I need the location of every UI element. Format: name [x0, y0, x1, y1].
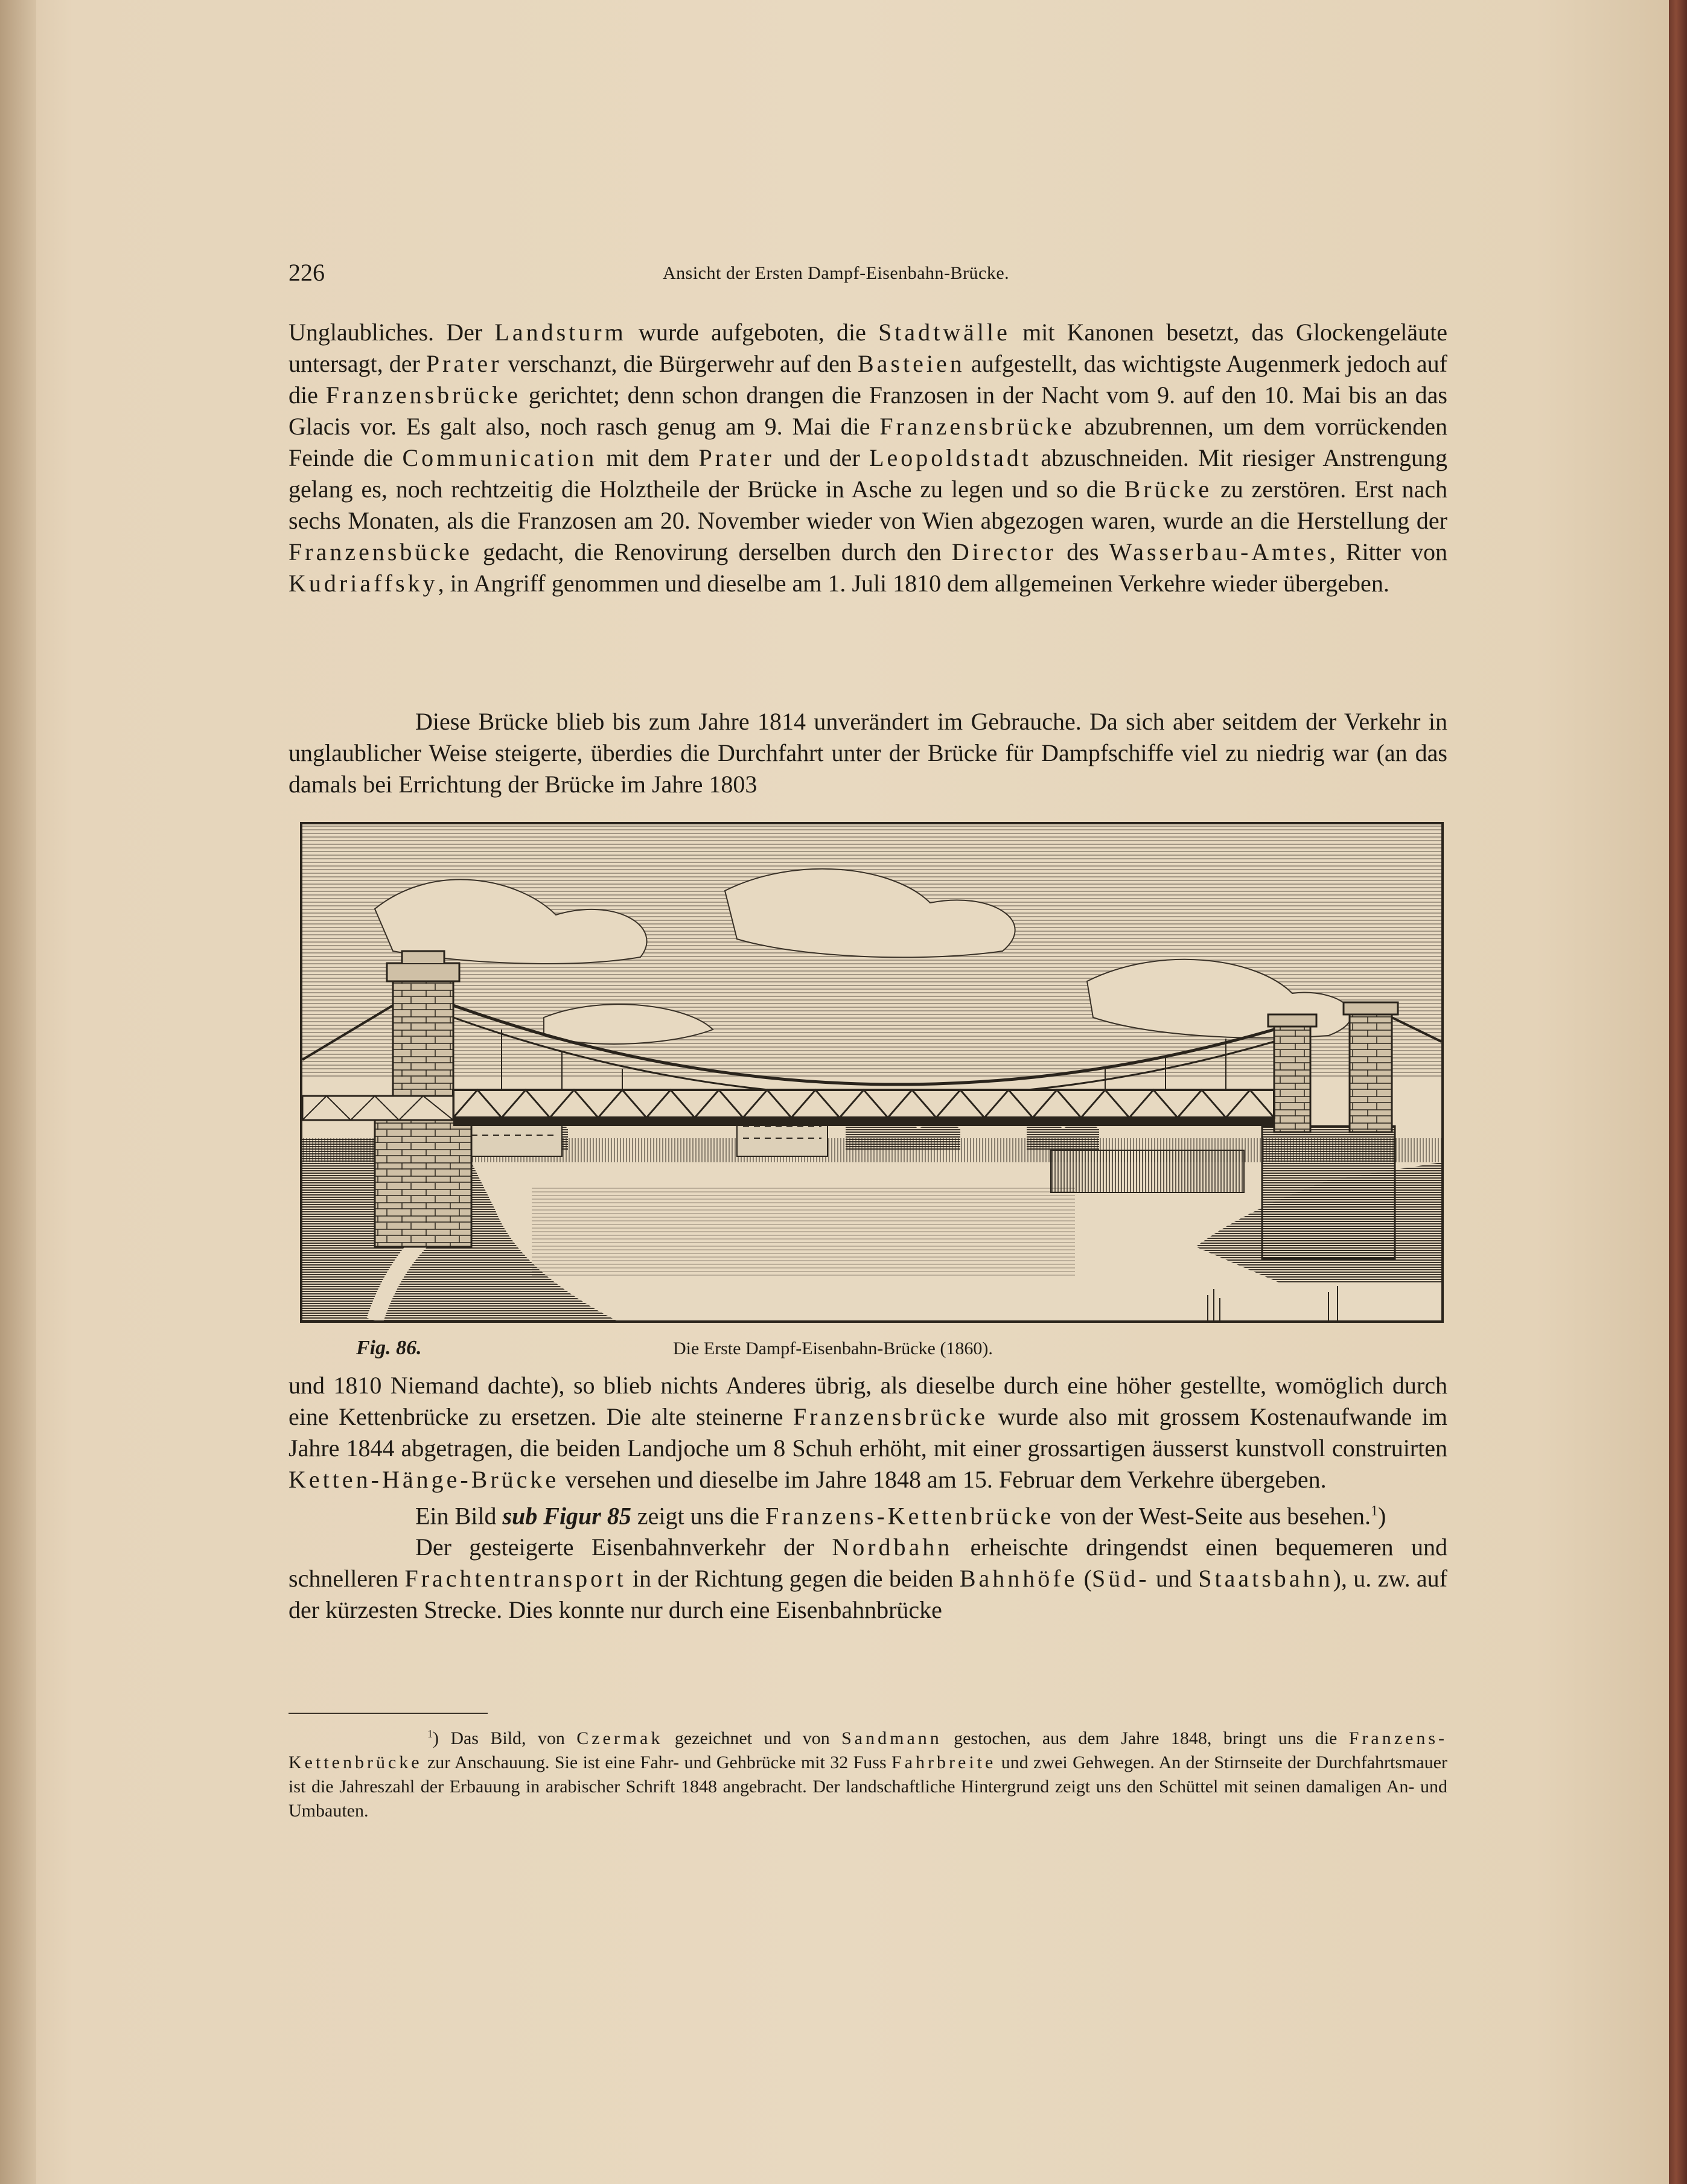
bridge-engraving [300, 822, 1444, 1323]
paragraph-nordbahn: Der gesteigerte Eisenbahnverkehr der Nordbahn erheischte dringendst einen bequemeren und schnelleren Frachtentransport in der Richtung gegen die beiden Bahnhöfe (Süd- und Staatsbahn), u. zw. auf der kürzesten Strecke. Dies konnte nur durch eine Eisenbahnbrücke [289, 1533, 1447, 1624]
footnote-divider [289, 1713, 488, 1714]
figure-caption: Die Erste Dampf-Eisenbahn-Brücke (1860). [673, 1339, 993, 1358]
book-cover-edge [1669, 0, 1687, 2184]
paragraph-bridge-1814: Diese Brücke blieb bis zum Jahre 1814 unverändert im Gebrauche. Da sich aber seitdem der Verkehr in unglaublicher Weise steigerte, überdies die Durchfahrt unter der Brücke für Dampfschiffe viel zu niedrig war (an das damals bei Errichtung der Brücke im Jahre 1803 [289, 708, 1447, 798]
footnote-marker: 1 [1371, 1503, 1379, 1519]
running-head: Ansicht der Ersten Dampf-Eisenbahn-Brücke. [663, 263, 1010, 283]
page-gutter [0, 0, 36, 2184]
page-header [289, 258, 1447, 294]
figure-label: Fig. 86. [356, 1337, 422, 1359]
paragraph-landsturm: Unglaubliches. Der Landsturm wurde aufgeboten, die Stadtwälle mit Kanonen besetzt, das Glockengeläute untersagt, der Prater verschanzt, die Bürgerwehr auf den Basteien aufgestellt, das wichtigste Augenmerk jedoch auf die Franzensbrücke gerichtet; denn schon drangen die Franzosen in der Nacht vom 9. auf den 10. Mai bis an das Glacis vor. Es galt also, noch rasch genug am 9. Mai die Franzensbrücke abzubrennen, um dem vorrückenden Feinde die Communication mit dem Prater und der Leopoldstadt abzuschneiden. Mit riesiger Anstrengung gelang es, noch rechtzeitig die Holztheile der Brücke in Asche zu legen und so die Brücke zu zerstören. Erst nach sechs Monaten, als die Franzosen am 20. November wieder von Wien abgezogen waren, wurde an die Herstellung der Franzensbücke gedacht, die Renovirung derselben durch den Director des Wasserbau-Amtes, Ritter von Kudriaffsky, in Angriff genommen und dieselbe am 1. Juli 1810 dem allgemeinen Verkehre wieder übergeben. [289, 319, 1448, 597]
page-number: 226 [289, 259, 325, 286]
footnote: $^1$) Das Bild, von Czermak gezeichnet und von Sandmann gestochen, aus dem Jahre 1848, bringt uns die Franzens-Kettenbrücke zur Anschauung. Sie ist eine Fahr- und Gehbrücke mit 32 Fuss Fahrbreite und zwei Gehwegen. An der Stirnseite der Durchfahrtsmauer ist die Jahreszahl der Erbauung in arabischer Schrift 1848 angebracht. Der landschaftliche Hintergrund zeigt uns den Schüttel mit seinen damaligen An- und Umbauten. [289, 1728, 1448, 1821]
paragraph-continuation: und 1810 Niemand dachte), so blieb nichts Anderes übrig, als dieselbe durch eine höher gestellte, womöglich durch eine Kettenbrücke zu ersetzen. Die alte steinerne Franzensbrücke wurde also mit grossem Kostenaufwande im Jahre 1844 abgetragen, die beiden Landjoche um 8 Schuh erhöht, mit einer grossartigen äusserst kunstvoll construirten Ketten-Hänge-Brücke versehen und dieselbe im Jahre 1848 am 15. Februar dem Verkehre übergeben. Ein Bild sub Figur 85 zeigt uns die Franzens-Kettenbrücke von der West-Seite aus besehen.$^1$) Der gesteigerte Eisenbahnverkehr der Nordbahn erheischte dringendst einen bequemeren und schnelleren Frachtentransport in der Richtung gegen die beiden Bahnhöfe (Süd- und Staatsbahn), u. zw. auf der kürzesten Strecke. Dies konnte nur durch eine Eisenbahnbrücke [289, 1370, 1447, 1626]
paragraph-figur-85: Ein Bild sub Figur 85 zeigt uns die Franzens-Kettenbrücke von der West-Seite aus besehen.$^1$) [415, 1502, 1386, 1530]
figure-reference: sub Figur 85 [502, 1502, 631, 1530]
